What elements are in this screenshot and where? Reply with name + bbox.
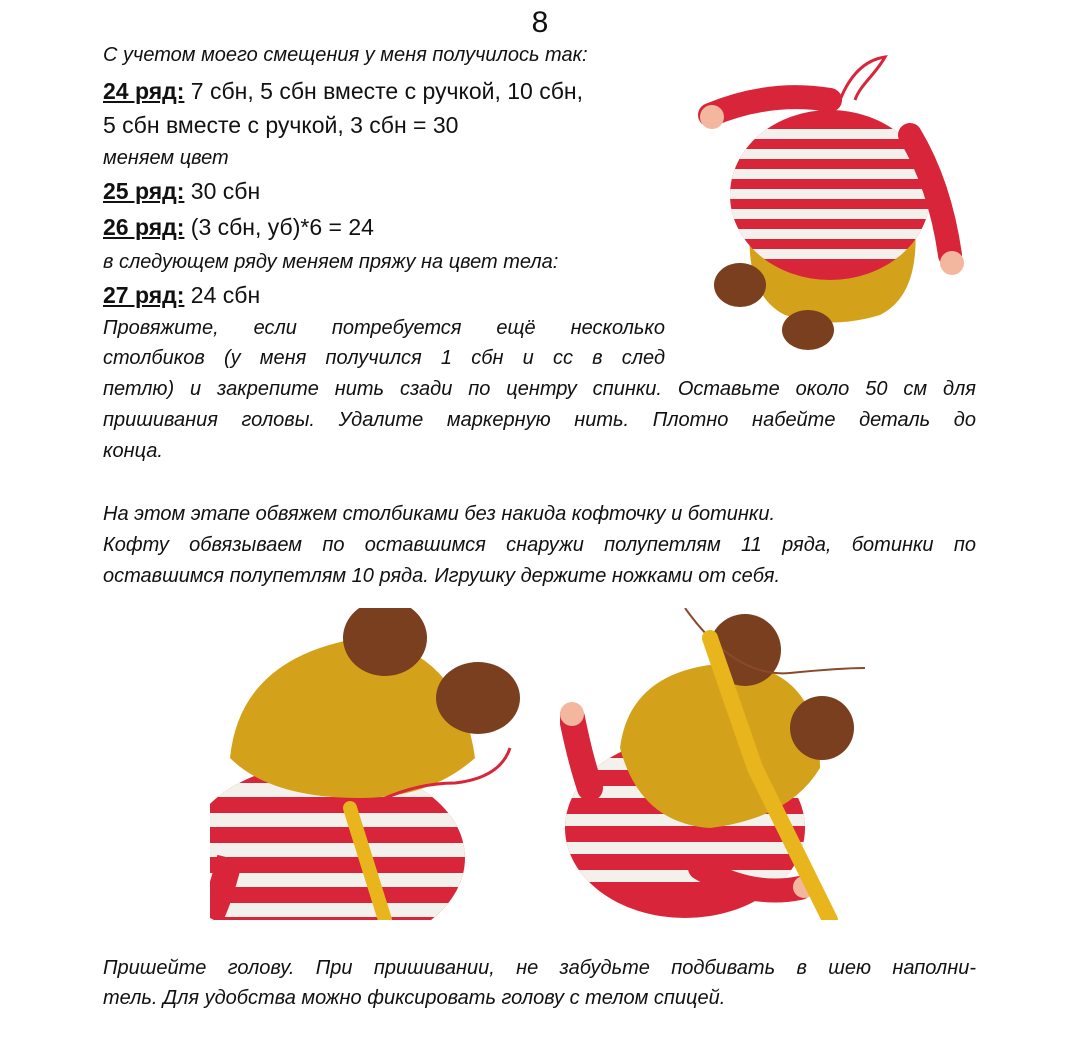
paragraph-3-line-2: тель. Для удобства можно фиксировать голову с телом спицей.: [103, 987, 726, 1009]
row-25-text: 30 сбн: [184, 178, 261, 204]
row-24-text-1: 7 сбн, 5 сбн вместе с ручкой, 10 сбн,: [184, 78, 583, 104]
row-26: [103, 212, 374, 242]
row-26-text: (3 сбн, уб)*6 = 24: [184, 214, 374, 240]
row-27-text: 24 сбн: [184, 282, 261, 308]
note-change-color: меняем цвет: [103, 147, 229, 169]
page-number: 8: [531, 6, 549, 39]
paragraph-1-line-3: петлю) и закрепите нить сзади по центру спинки. Оставьте около 50 см для: [103, 378, 976, 400]
row-26-label: 26 ряд:: [103, 214, 185, 240]
paragraph-2-line-1: На этом этапе обвяжем столбиками без накида кофточку и ботинки.: [103, 503, 776, 525]
row-27: [103, 280, 260, 310]
row-25: [103, 176, 260, 206]
photo-body-with-arms: [690, 45, 990, 365]
row-24-label: 24 ряд:: [103, 78, 185, 104]
intro-text: С учетом моего смещения у меня получилось так:: [103, 44, 588, 66]
photo-crochet-step-1: [210, 608, 520, 920]
paragraph-2-line-3: оставшимся полупетлям 10 ряда. Игрушку держите ножками от себя.: [103, 565, 781, 587]
row-24-text-2: 5 сбн вместе с ручкой, 3 сбн = 30: [103, 112, 459, 138]
paragraph-1-line-2: столбиков (у меня получился 1 сбн и сс в след: [103, 347, 665, 369]
paragraph-1-line-1: Провяжите, если потребуется ещё несколько: [103, 317, 665, 339]
row-27-label: 27 ряд:: [103, 282, 185, 308]
paragraph-3-line-1: Пришейте голову. При пришивании, не забудьте подбивать в шею наполни-: [103, 957, 976, 979]
paragraph-2-line-2: Кофту обвязываем по оставшимся снаружи полупетлям 11 ряда, ботинки по: [103, 534, 976, 556]
row-25-label: 25 ряд:: [103, 178, 185, 204]
photo-crochet-step-2: [560, 608, 870, 920]
row-24-line-1: [103, 76, 583, 106]
paragraph-1-line-4: пришивания головы. Удалите маркерную нить. Плотно набейте деталь до: [103, 409, 976, 431]
note-change-yarn: в следующем ряду меняем пряжу на цвет тела:: [103, 251, 559, 273]
paragraph-1-line-5: конца.: [103, 440, 163, 462]
